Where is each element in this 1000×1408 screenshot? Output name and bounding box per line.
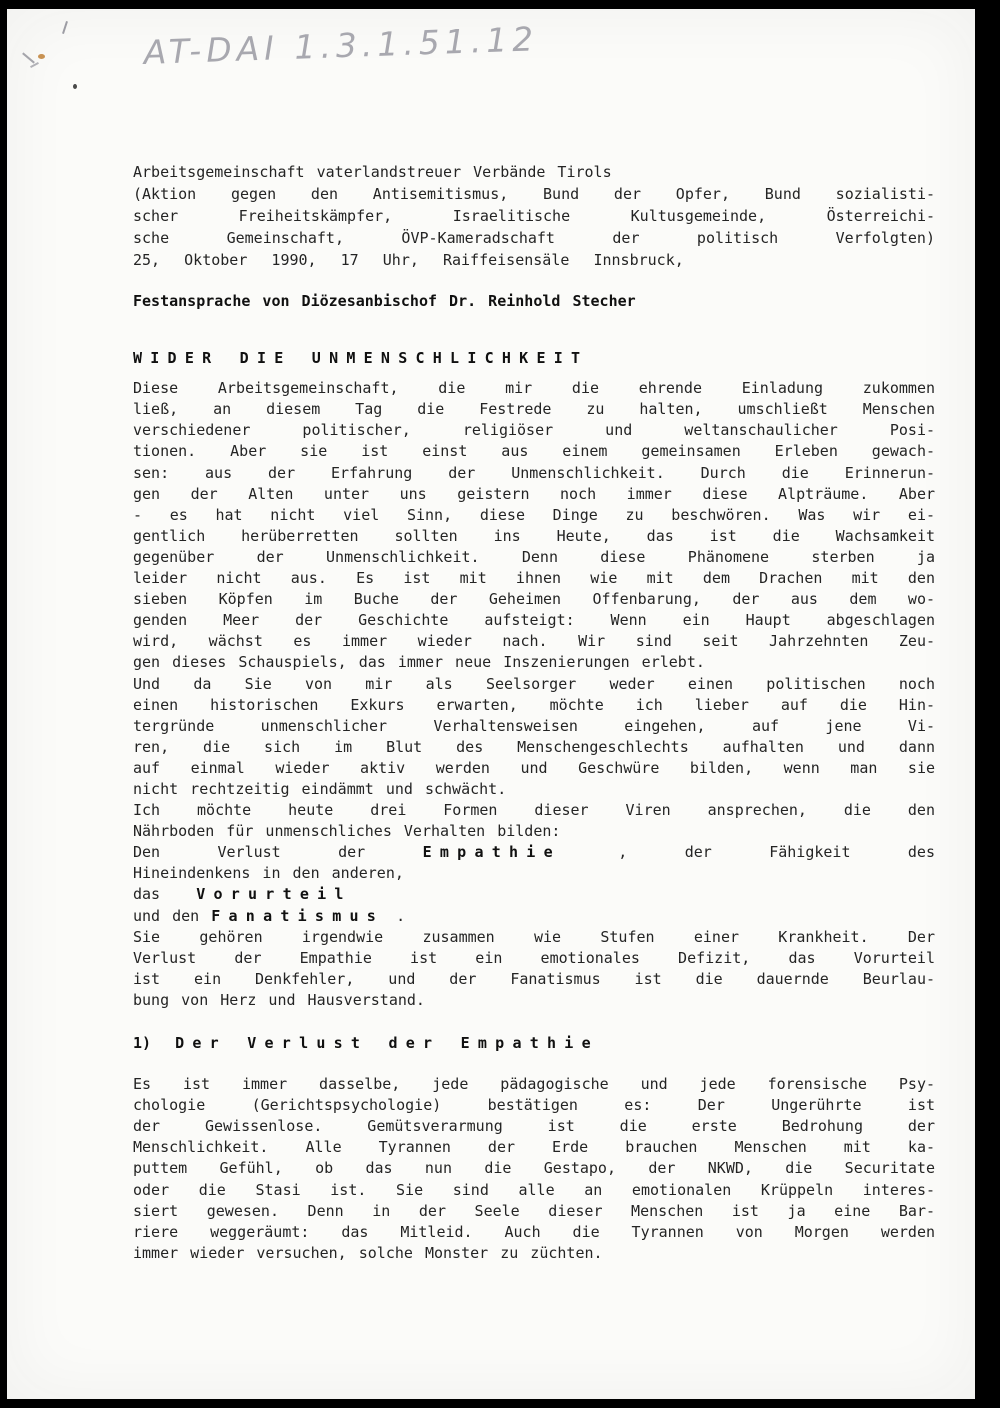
text-line	[133, 674, 935, 695]
text-line	[133, 1074, 935, 1095]
text-line	[133, 927, 935, 948]
text-line	[133, 227, 935, 249]
text-segment: das	[133, 885, 197, 904]
text-segment: sen: aus der Erfahrung der Unmenschlichkeit. Durch die Erinnerun-	[133, 463, 935, 482]
text-segment: ist ein Denkfehler, und der Fanatismus ist die dauernde Beurlau-	[133, 969, 935, 988]
text-segment: ren, die sich im Blut des Menschengeschlechts aufhalten und dann	[133, 737, 935, 756]
paper-speck	[38, 54, 45, 59]
text-line	[133, 1137, 935, 1158]
text-segment: einen historischen Exkurs erwarten, möchte ich lieber auf die Hin-	[133, 695, 935, 714]
text-segment: , der Fähigkeit des	[560, 843, 935, 862]
text-segment: Ich möchte heute drei Formen dieser Viren ansprechen, die den	[133, 801, 935, 820]
text-segment: Verlust der Empathie ist ein emotionales Defizit, das Vorurteil	[133, 948, 935, 967]
text-line	[133, 695, 935, 716]
text-segment: und den	[133, 906, 212, 925]
text-segment: oder die Stasi ist. Sie sind alle an emotionalen Krüppeln interes-	[133, 1180, 935, 1199]
pencil-mark	[22, 52, 35, 63]
main-title	[133, 348, 935, 369]
text-line	[133, 291, 935, 312]
emphasized-spaced-text: Fanatismus	[211, 906, 385, 925]
letterhead	[133, 161, 935, 271]
text-segment: Den Verlust der	[133, 843, 423, 862]
text-segment: gentlich herüberretten sollten ins Heute, das ist die Wachsamkeit	[133, 526, 935, 545]
text-line	[133, 399, 935, 420]
text-line	[133, 884, 935, 905]
text-line	[133, 441, 935, 462]
text-segment: Diese Arbeitsgemeinschaft, die mir die ehrende Einladung zukommen	[133, 379, 935, 398]
text-segment: scher Freiheitskämpfer, Israelitische Kultusgemeinde, Österreichi-	[133, 207, 935, 225]
text-line	[133, 1033, 935, 1054]
text-segment: verschiedener politischer, religiöser und weltanschaulicher Posi-	[133, 421, 935, 440]
text-segment: gen dieses Schauspiels, das immer neue Inszenierungen erlebt.	[133, 653, 705, 672]
text-segment: Menschlichkeit. Alle Tyrannen der Erde brauchen Menschen mit ka-	[133, 1138, 935, 1157]
emphasized-spaced-text: Der Verlust der Empathie	[175, 1034, 599, 1052]
text-line	[133, 589, 935, 610]
text-segment: Es ist immer dasselbe, jede pädagogische und jede forensische Psy-	[133, 1075, 935, 1094]
text-line	[133, 758, 935, 779]
text-segment: Arbeitsgemeinschaft vaterlandstreuer Verbände Tirols	[133, 163, 612, 181]
text-segment: tergründe unmenschlicher Verhaltensweisen eingehen, auf jene Vi-	[133, 716, 935, 735]
text-segment: genden Meer der Geschichte aufsteigt: Wenn ein Haupt abgeschlagen	[133, 611, 935, 630]
text-segment: chologie (Gerichtspsychologie) bestätigen es: Der Ungerührte ist	[133, 1096, 935, 1115]
text-line	[133, 568, 935, 589]
text-segment: (Aktion gegen den Antisemitismus, Bund der Opfer, Bund sozialisti-	[133, 185, 935, 203]
text-line	[133, 526, 935, 547]
text-line	[133, 906, 935, 927]
text-line	[133, 779, 935, 800]
intro-paragraph	[133, 378, 935, 1011]
emphasized-spaced-text: Vorurteil	[196, 885, 352, 904]
text-line	[133, 249, 935, 271]
text-segment: immer wieder versuchen, solche Monster zu züchten.	[133, 1243, 603, 1262]
text-segment: Und da Sie von mir als Seelsorger weder einen politischen noch	[133, 674, 935, 693]
text-segment: siert gewesen. Denn in der Seele dieser Menschen ist ja eine Bar-	[133, 1201, 935, 1220]
text-segment: Hineindenkens in den anderen,	[133, 864, 404, 883]
text-segment: auf einmal wieder aktiv werden und Geschwüre bilden, wenn man sie	[133, 758, 935, 777]
text-line	[133, 800, 935, 821]
emphasized-spaced-text: Empathie	[422, 843, 561, 862]
text-line	[133, 547, 935, 568]
text-line	[133, 348, 935, 369]
pencil-mark	[30, 62, 39, 68]
text-segment: gegenüber der Unmenschlichkeit. Denn diese Phänomene sterben ja	[133, 547, 935, 566]
text-line	[133, 716, 935, 737]
text-line	[133, 969, 935, 990]
text-segment: Nährboden für unmenschliches Verhalten bilden:	[133, 822, 561, 841]
text-segment: leider nicht aus. Es ist mit ihnen wie mit dem Drachen mit den	[133, 569, 935, 588]
text-line	[133, 990, 935, 1011]
speaker-line	[133, 291, 935, 312]
paper-sheet	[7, 9, 975, 1399]
pencil-mark	[62, 21, 68, 34]
text-line	[133, 1095, 935, 1116]
text-segment: sche Gemeinschaft, ÖVP-Kameradschaft der politisch Verfolgten)	[133, 229, 935, 247]
text-line	[133, 1201, 935, 1222]
section-1-paragraph	[133, 1074, 935, 1264]
text-line	[133, 378, 935, 399]
text-segment: wird, wächst es immer wieder nach. Wir sind seit Jahrzehnten Zeu-	[133, 632, 935, 651]
text-line	[133, 505, 935, 526]
text-segment: nicht rechtzeitig eindämmt und schwächt.	[133, 779, 507, 798]
text-line	[133, 948, 935, 969]
text-line	[133, 161, 935, 183]
text-line	[133, 1116, 935, 1137]
text-segment: 1)	[133, 1034, 176, 1052]
text-line	[133, 463, 935, 484]
text-line	[133, 842, 935, 863]
text-line	[133, 1222, 935, 1243]
text-line	[133, 484, 935, 505]
text-line	[133, 183, 935, 205]
text-line	[133, 205, 935, 227]
text-line	[133, 1180, 935, 1201]
text-segment: puttem Gefühl, ob das nun die Gestapo, der NKWD, die Securitate	[133, 1159, 935, 1178]
text-segment: ließ, an diesem Tag die Festrede zu halten, umschließt Menschen	[133, 400, 935, 419]
text-line	[133, 821, 935, 842]
text-segment: der Gewissenlose. Gemütsverarmung ist die erste Bedrohung der	[133, 1117, 935, 1136]
text-segment: Sie gehören irgendwie zusammen wie Stufen einer Krankheit. Der	[133, 927, 935, 946]
text-segment: gen der Alten unter uns geistern noch immer diese Alpträume. Aber	[133, 484, 935, 503]
text-line	[133, 1158, 935, 1179]
emphasized-spaced-text: WIDER DIE UNMENSCHLICHKEIT	[133, 349, 589, 368]
text-segment: .	[384, 906, 406, 925]
text-segment: - es hat nicht viel Sinn, diese Dinge zu beschwören. Was wir ei-	[133, 505, 935, 524]
text-line	[133, 420, 935, 441]
text-line	[133, 1243, 935, 1264]
section-1-heading	[133, 1033, 935, 1054]
text-line	[133, 737, 935, 758]
document-content	[133, 161, 935, 1264]
paper-speck	[73, 84, 77, 89]
text-line	[133, 863, 935, 884]
text-line	[133, 652, 935, 673]
text-segment: bung von Herz und Hausverstand.	[133, 990, 425, 1009]
text-line	[133, 631, 935, 652]
text-line	[133, 610, 935, 631]
text-segment: tionen. Aber sie ist einst aus einem gemeinsamen Erleben gewach-	[133, 442, 935, 461]
text-segment: riere weggeräumt: das Mitleid. Auch die Tyrannen von Morgen werden	[133, 1222, 935, 1241]
text-segment: 25, Oktober 1990, 17 Uhr, Raiffeisensäle Innsbruck,	[133, 251, 684, 269]
text-segment: sieben Köpfen im Buche der Geheimen Offenbarung, der aus dem wo-	[133, 590, 935, 609]
archive-annotation: AT-DAI 1.3.1.51.12	[143, 19, 539, 72]
text-segment: Festansprache von Diözesanbischof Dr. Reinhold Stecher	[133, 292, 636, 310]
